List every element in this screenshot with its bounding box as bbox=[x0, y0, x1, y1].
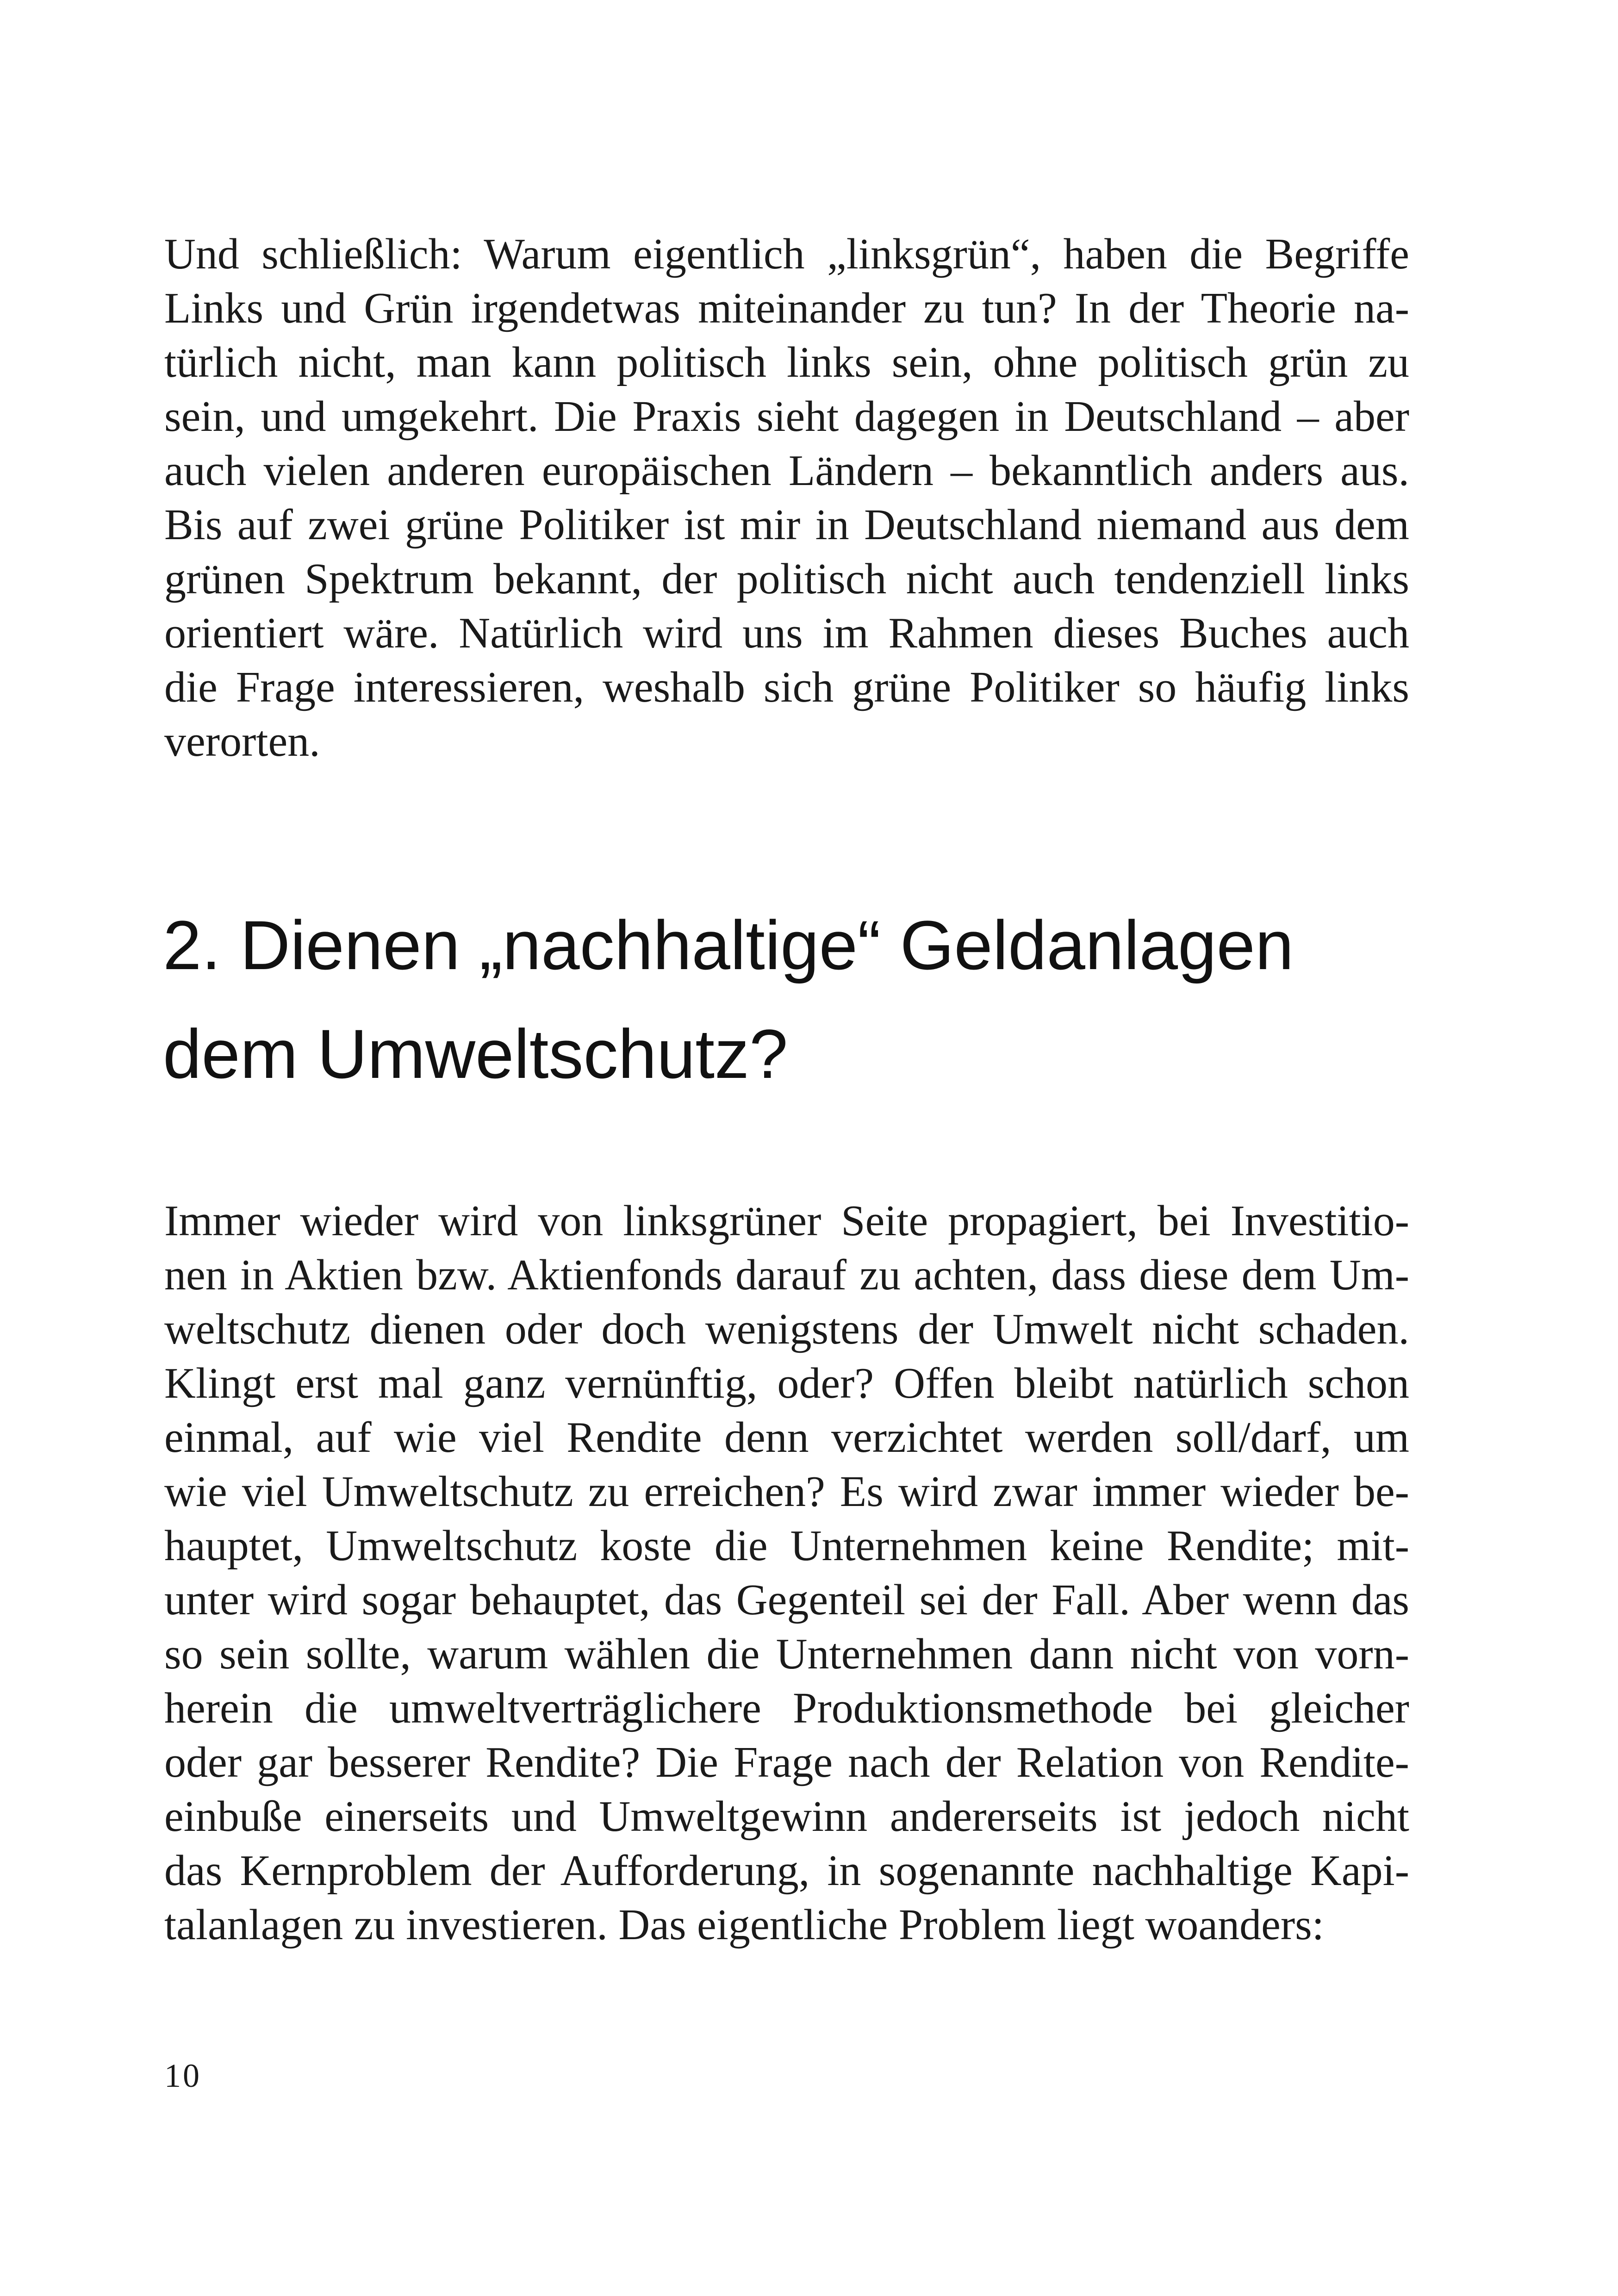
text-line: sein, und umgekehrt. Die Praxis sieht dagegen in Deutschland – aber bbox=[164, 392, 1409, 441]
text-line: auch vielen anderen europäischen Ländern – bekanntlich anders aus. bbox=[164, 447, 1409, 495]
text-line: nen in Aktien bzw. Aktienfonds darauf zu achten, dass diese dem Um- bbox=[164, 1251, 1409, 1299]
text-line: türlich nicht, man kann politisch links sein, ohne politisch grün zu bbox=[164, 338, 1409, 386]
text-line: das Kernproblem der Aufforderung, in sogenannte nachhaltige Kapi- bbox=[164, 1847, 1409, 1895]
text-line: talanlagen zu investieren. Das eigentliche Problem liegt woanders: bbox=[164, 1901, 1324, 1949]
text-line: Links und Grün irgendetwas miteinander zu tun? In der Theorie na- bbox=[164, 284, 1409, 332]
text-line: herein die umweltverträglichere Produktionsmethode bei gleicher bbox=[164, 1684, 1409, 1732]
text-line: einbuße einerseits und Umweltgewinn andererseits ist jedoch nicht bbox=[164, 1792, 1409, 1841]
text-line: unter wird sogar behauptet, das Gegenteil sei der Fall. Aber wenn das bbox=[164, 1576, 1409, 1624]
text-line: einmal, auf wie viel Rendite denn verzichtet werden soll/darf, um bbox=[164, 1413, 1409, 1462]
text-line: Klingt erst mal ganz vernünftig, oder? Offen bleibt natürlich schon bbox=[164, 1359, 1409, 1407]
text-line: Und schließlich: Warum eigentlich „linksgrün“, haben die Begriffe bbox=[164, 230, 1409, 278]
text-line: so sein sollte, warum wählen die Unternehmen dann nicht von vorn- bbox=[164, 1630, 1409, 1678]
text-line: wie viel Umweltschutz zu erreichen? Es wird zwar immer wieder be- bbox=[164, 1468, 1409, 1516]
text-line: Immer wieder wird von linksgrüner Seite propagiert, bei Investitio- bbox=[164, 1197, 1409, 1245]
chapter-heading-line-1: 2. Dienen „nachhaltige“ Geldanlagen bbox=[163, 906, 1294, 984]
chapter-heading-line-2: dem Umweltschutz? bbox=[163, 1015, 788, 1093]
text-line: Bis auf zwei grüne Politiker ist mir in Deutschland niemand aus dem bbox=[164, 501, 1409, 549]
text-line: die Frage interessieren, weshalb sich grüne Politiker so häufig links bbox=[164, 663, 1409, 711]
text-line: hauptet, Umweltschutz koste die Unternehmen keine Rendite; mit- bbox=[164, 1522, 1409, 1570]
text-line: weltschutz dienen oder doch wenigstens der Umwelt nicht schaden. bbox=[164, 1305, 1409, 1353]
body-paragraph-intro bbox=[164, 227, 1409, 769]
chapter-heading bbox=[163, 891, 1436, 1108]
page-number: 10 bbox=[164, 2057, 201, 2094]
text-line: verorten. bbox=[164, 717, 320, 765]
text-line: oder gar besserer Rendite? Die Frage nach der Relation von Rendite- bbox=[164, 1738, 1409, 1786]
text-line: grünen Spektrum bekannt, der politisch nicht auch tendenziell links bbox=[164, 555, 1409, 603]
text-line: orientiert wäre. Natürlich wird uns im Rahmen dieses Buches auch bbox=[164, 609, 1409, 657]
body-paragraph-chapter bbox=[164, 1194, 1409, 1952]
